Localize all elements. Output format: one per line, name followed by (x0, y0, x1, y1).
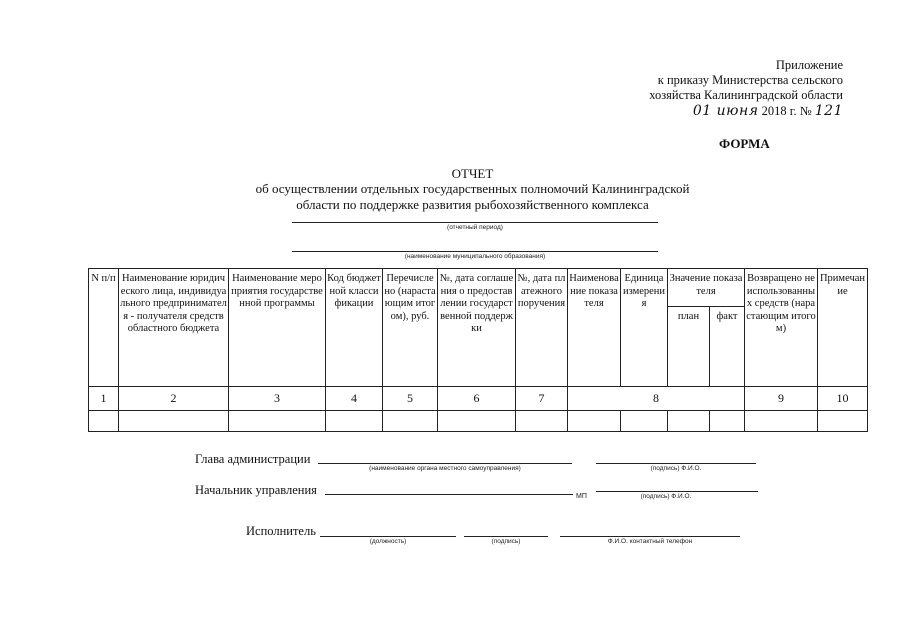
chief-sign-line (596, 491, 758, 492)
report-subtitle-line-1: об осуществлении отдельных государственных полномочий Калининградской (255, 181, 690, 196)
column-number-cell: 6 (438, 387, 516, 411)
empty-cell (745, 411, 818, 432)
report-subtitle-line-2: области по поддержке развития рыбохозяйственного комплекса (296, 197, 649, 212)
header-row (89, 269, 868, 307)
period-line (292, 222, 658, 223)
column-numbers-row (89, 387, 868, 411)
municipality-line (292, 251, 658, 252)
header-cell-payment-order: №, дата платежного поручения (516, 269, 568, 387)
empty-cell (326, 411, 383, 432)
header-cell-agreement: №, дата соглашения о предоставлении государственной поддержки (438, 269, 516, 387)
header-cell-indicator-value: Значение показателя (668, 269, 745, 307)
form-label: ФОРМА (719, 136, 770, 151)
header-cell-unit: Единица измерения (621, 269, 668, 387)
executor-position-line (320, 536, 456, 537)
head-org-line (318, 463, 572, 464)
empty-cell (516, 411, 568, 432)
appendix-line-2: к приказу Министерства сельского (657, 73, 843, 87)
column-number-cell: 5 (383, 387, 438, 411)
report-table (88, 268, 868, 432)
head-label: Глава администрации (195, 452, 311, 466)
empty-cell (668, 411, 710, 432)
chief-line (325, 494, 573, 495)
appendix-date-line (649, 104, 843, 119)
handwritten-date: 01 июня (692, 103, 759, 119)
header-cell-measure: Наименование мероприятия государственной программы (229, 269, 326, 387)
head-sign-caption: (подпись) Ф.И.О. (650, 465, 702, 472)
handwritten-number: 121 (814, 103, 843, 119)
empty-cell (119, 411, 229, 432)
empty-cell (621, 411, 668, 432)
column-number-cell: 7 (516, 387, 568, 411)
column-number-cell: 4 (326, 387, 383, 411)
header-cell-transferred: Перечислено (нарастающим итогом), руб. (383, 269, 438, 387)
empty-cell (568, 411, 621, 432)
empty-cell (818, 411, 868, 432)
executor-sign-caption: (подпись) (491, 538, 521, 545)
period-caption: (отчетный период) (447, 224, 503, 231)
header-cell-indicator-name: Наименование показателя (568, 269, 621, 387)
appendix-line-3: хозяйства Калининградской области (649, 88, 843, 102)
appendix-year: 2018 г. № (761, 104, 812, 118)
subheader-cell-fact: факт (710, 307, 745, 387)
chief-label: Начальник управления (195, 483, 317, 497)
executor-contact-caption: Ф.И.О. контактный телефон (607, 538, 693, 545)
column-number-cell: 9 (745, 387, 818, 411)
municipality-caption: (наименование муниципального образования) (404, 253, 546, 260)
header-cell-budget-code: Код бюджетной классификации (326, 269, 383, 387)
empty-cell (383, 411, 438, 432)
head-sign-line (596, 463, 756, 464)
empty-data-row (89, 411, 868, 432)
header-cell-returned: Возвращено неиспользованных средств (нарастающим итогом) (745, 269, 818, 387)
empty-cell (89, 411, 119, 432)
subheader-cell-plan: план (668, 307, 710, 387)
chief-sign-caption: (подпись) Ф.И.О. (640, 493, 692, 500)
column-number-cell: 2 (119, 387, 229, 411)
header-cell-recipient: Наименование юридического лица, индивидуального предпринимателя - получателя средств областного бюджета (119, 269, 229, 387)
report-subtitle (20, 181, 905, 213)
head-org-caption: (наименование органа местного самоуправления) (369, 465, 521, 472)
executor-position-caption: (должность) (369, 538, 407, 545)
executor-label: Исполнитель (246, 524, 316, 538)
mp-label: МП (576, 493, 587, 500)
empty-cell (229, 411, 326, 432)
appendix-block (649, 58, 843, 119)
empty-cell (438, 411, 516, 432)
header-cell-note: Примечание (818, 269, 868, 387)
column-number-cell: 10 (818, 387, 868, 411)
appendix-line-1: Приложение (775, 58, 843, 72)
report-title: ОТЧЕТ (451, 166, 494, 181)
executor-contact-line (560, 536, 740, 537)
executor-sign-line (464, 536, 548, 537)
header-cell-num: N п/п (89, 269, 119, 387)
column-number-cell: 1 (89, 387, 119, 411)
empty-cell (710, 411, 745, 432)
column-number-cell: 3 (229, 387, 326, 411)
column-number-cell: 8 (568, 387, 745, 411)
